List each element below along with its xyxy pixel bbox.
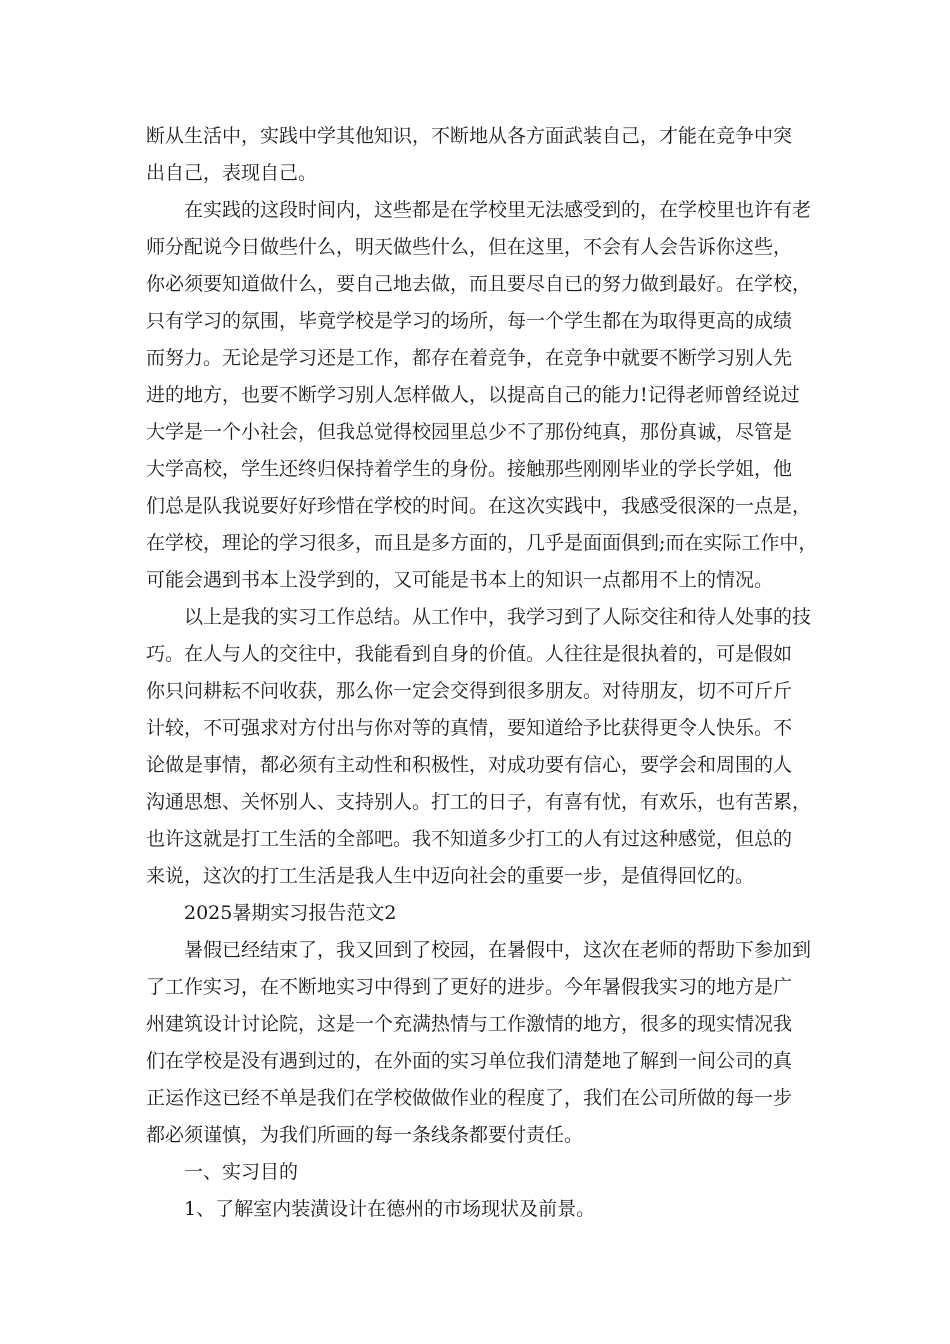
text-line: 在实践的这段时间内，这些都是在学校里无法感受到的，在学校里也许有老 — [146, 199, 812, 221]
text-line: 暑假已经结束了，我又回到了校园，在暑假中，这次在老师的帮助下参加到 — [146, 939, 812, 961]
text-line: 师分配说今日做些什么，明天做些什么，但在这里，不会有人会告诉你这些， — [146, 236, 793, 258]
text-line: 巧。在人与人的交往中，我能看到自身的价值。人往往是很执着的，可是假如 — [146, 643, 793, 665]
text-line: 你只问耕耘不问收获，那么你一定会交得到很多朋友。对待朋友，切不可斤斤 — [146, 680, 793, 702]
text-line: 们在学校是没有遇到过的，在外面的实习单位我们清楚地了解到一间公司的真 — [146, 1050, 793, 1072]
paragraph — [146, 192, 818, 599]
text-line: 进的地方，也要不断学习别人怎样做人，以提高自己的能力!记得老师曾经说过 — [146, 384, 800, 406]
paragraph — [146, 932, 818, 1154]
text-line: 也许这就是打工生活的全部吧。我不知道多少打工的人有过这种感觉，但总的 — [146, 828, 793, 850]
text-line: 计较，不可强求对方付出与你对等的真情，要知道给予比获得更令人快乐。不 — [146, 717, 793, 739]
text-line: 可能会遇到书本上没学到的，又可能是书本上的知识一点都用不上的情况。 — [146, 569, 774, 591]
text-line: 断从生活中，实践中学其他知识，不断地从各方面武装自己，才能在竞争中突 — [146, 125, 793, 147]
text-line: 在学校，理论的学习很多，而且是多方面的，几乎是面面俱到;而在实际工作中， — [146, 532, 818, 554]
text-line: 出自己，表现自己。 — [146, 162, 318, 184]
text-line: 2025暑期实习报告范文2 — [146, 902, 397, 924]
document-body — [146, 118, 818, 1228]
text-line: 大学高校，学生还终归保持着学生的身份。接触那些刚刚毕业的学长学姐，他 — [146, 458, 793, 480]
paragraph — [146, 1191, 818, 1228]
text-line: 大学是一个小社会，但我总觉得校园里总少不了那份纯真，那份真诚，尽管是 — [146, 421, 793, 443]
text-line: 们总是队我说要好好珍惜在学校的时间。在这次实践中，我感受很深的一点是， — [146, 495, 812, 517]
text-line: 你必须要知道做什么，要自己地去做，而且要尽自已的努力做到最好。在学校， — [146, 273, 812, 295]
paragraph — [146, 1154, 818, 1191]
text-line: 一、实习目的 — [146, 1161, 299, 1183]
text-line: 都必须谨慎，为我们所画的每一条线条都要付责任。 — [146, 1124, 584, 1146]
text-line: 正运作这已经不单是我们在学校做做作业的程度了，我们在公司所做的每一步 — [146, 1087, 793, 1109]
text-line: 论做是事情，都必须有主动性和积极性，对成功要有信心，要学会和周围的人 — [146, 754, 793, 776]
text-line: 以上是我的实习工作总结。从工作中，我学习到了人际交往和待人处事的技 — [146, 606, 812, 628]
text-line: 沟通思想、关怀别人、支持别人。打工的日子，有喜有忧，有欢乐，也有苦累， — [146, 791, 812, 813]
paragraph — [146, 118, 818, 192]
paragraph — [146, 599, 818, 895]
text-line: 了工作实习，在不断地实习中得到了更好的进步。今年暑假我实习的地方是广 — [146, 976, 793, 998]
text-line: 1、了解室内装潢设计在德州的市场现状及前景。 — [146, 1198, 596, 1220]
text-line: 只有学习的氛围，毕竟学校是学习的场所，每一个学生都在为取得更高的成绩 — [146, 310, 793, 332]
text-line: 而努力。无论是学习还是工作，都存在着竞争，在竞争中就要不断学习别人先 — [146, 347, 793, 369]
text-line: 来说，这次的打工生活是我人生中迈向社会的重要一步，是值得回忆的。 — [146, 865, 755, 887]
paragraph — [146, 895, 818, 932]
text-line: 州建筑设计讨论院，这是一个充满热情与工作激情的地方，很多的现实情况我 — [146, 1013, 793, 1035]
